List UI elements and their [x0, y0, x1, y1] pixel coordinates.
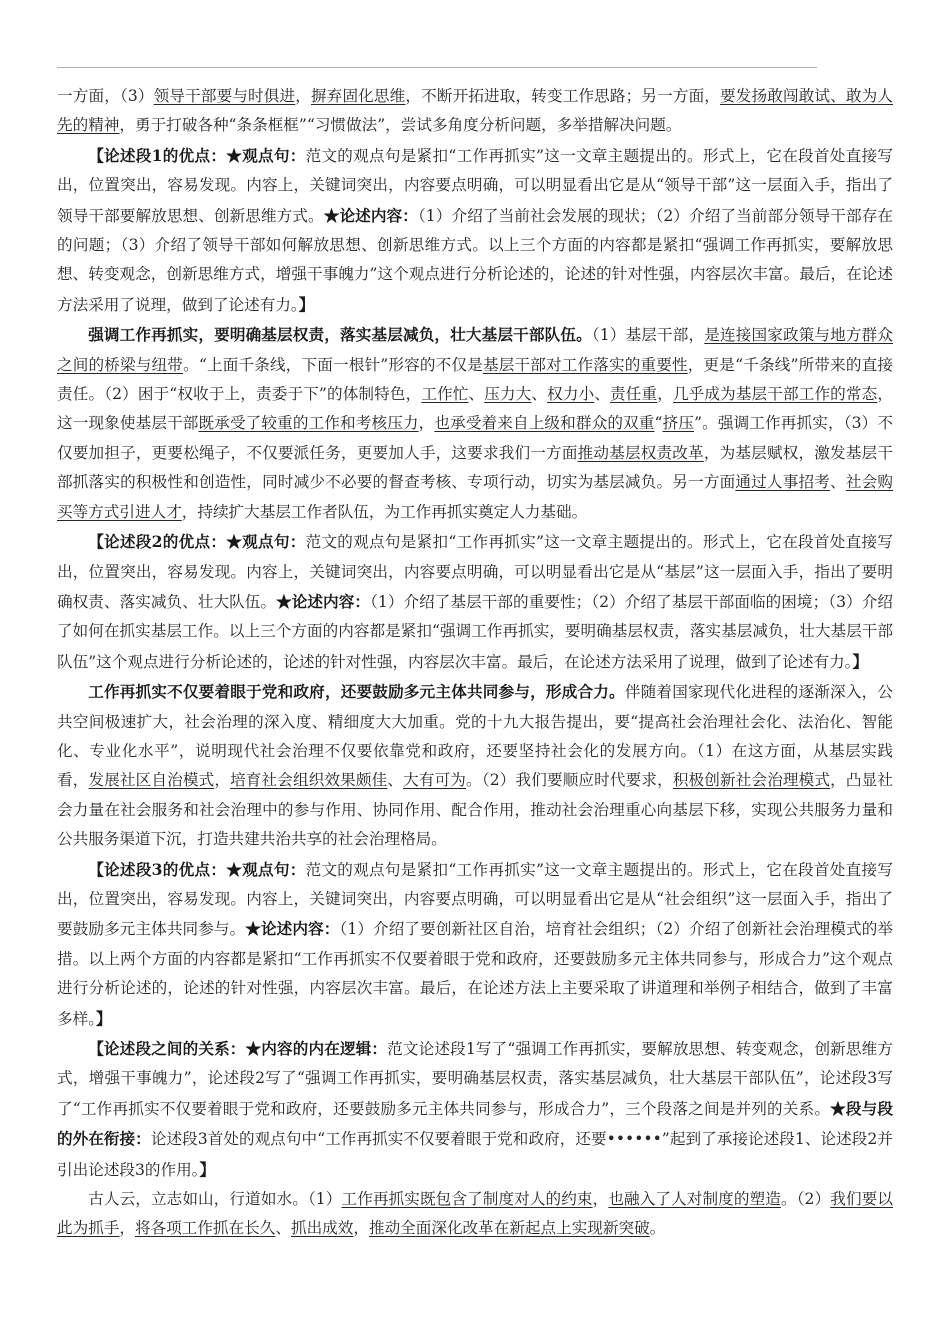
- bold-text: ★论述内容：: [276, 591, 371, 611]
- paragraph: [57, 1034, 893, 1185]
- bold-text: 【论述段之间的关系：★内容的内在逻辑：: [88, 1039, 388, 1058]
- underlined-text: 挤压: [662, 414, 695, 433]
- bold-text: 】: [199, 1159, 216, 1179]
- underlined-text: 基层干部对工作落实的重要性: [482, 355, 688, 374]
- body-text: （1）介绍了当前社会发展的现状；（2）介绍了当前部分领导干部存在的问题；（3）介绍了领导干部如何解放思想、创新思维方式。以上三个方面的内容都是紧扣“强调工作再抓实，要解放思想、转变观念，创新思维方式，增强干事魄力”这个观点进行分析论述的，论述的针对性强，内容层次丰富。最后，在论述方法采用了说理，做到了论述有力。: [57, 206, 893, 314]
- bold-text: 】: [298, 294, 315, 314]
- body-text: 、: [275, 1219, 291, 1238]
- body-text: 伴随着国家现代化进程的逐渐深入，公共空间极速扩大，社会治理的深入度、精细度大大加重。党的十九大报告提出，要“提高社会治理社会化、法治化、智能化、专业化水平”，说明现代社会治理不仅要依靠党和政府，还要坚持社会化的发展方向。（1）在这方面，从基层实践看，: [57, 683, 893, 790]
- underlined-text: 社会购买等方式引进人才: [57, 473, 893, 521]
- body-text: （1）介绍了要创新社区自治，培育社会组织；（2）介绍了创新社会治理模式的举措。以上两个方面的内容都是紧扣“工作再抓实不仅要着眼于党和政府，还要鼓励多元主体共同参与，形成合力”这个观点进行分析论述的，论述的针对性强，内容层次丰富。最后，在论述方法上主要采取了讲道理和举例子相结合，做到了丰富多样。: [57, 920, 893, 1028]
- underlined-text: 工作再抓实既包含了制度对人的约束: [341, 1190, 593, 1209]
- bold-text: 】: [95, 1008, 112, 1028]
- underlined-text: 培育社会组织效果颇佳: [230, 771, 388, 790]
- bold-text: 】: [852, 651, 869, 671]
- body-text: 。: [649, 1219, 666, 1238]
- body-text: “: [654, 414, 663, 433]
- underlined-text: 要发扬敢闯敢试、敢为人先的精神: [57, 87, 893, 135]
- underlined-text: 发展社区自治模式: [88, 771, 215, 790]
- body-text: 。“上面千条线，下面一根针”形容的不仅是: [183, 355, 483, 374]
- body-text: 范文的观点句是紧扣“工作再抓实”这一文章主题提出的。形式上，它在段首处直接写出，位置突出，容易发现。内容上，关键词突出，内容要点明确，可以明显看出它是从“基层”这一层面入手，指出了要明确权责、落实减负、壮大队伍。: [57, 533, 893, 611]
- body-text: 、: [387, 771, 404, 790]
- bold-text: 【论述段2的优点：★观点句：: [88, 532, 306, 552]
- body-text: ，勇于打破各种“条条框框”“习惯做法”，尝试多角度分析问题，多举措解决问题。: [119, 116, 682, 135]
- body-text: ”。强调工作再抓实，（3）不仅要加担子，更要松绳子，不仅要派任务，更要加人手，这要求我们一方面: [57, 414, 893, 462]
- clipped-previous-line: [57, 58, 893, 70]
- paragraph: [57, 320, 893, 527]
- body-text: 、: [830, 473, 846, 492]
- clipped-line-underline: [57, 67, 817, 70]
- underlined-text: 推动全面深化改革在新起点上实现新突破: [368, 1219, 650, 1238]
- body-text: ，持续扩大基层工作者队伍，为工作再抓实奠定人力基础。: [181, 502, 588, 521]
- document-body: [57, 82, 893, 1244]
- underlined-text: 几乎成为基层干部工作的常态: [672, 385, 878, 404]
- underlined-text: 责任重: [610, 385, 658, 404]
- underlined-text: 抓出成效: [290, 1219, 354, 1238]
- body-text: ，: [214, 771, 231, 790]
- body-text: 古人云，立志如山，行道如水。（1）: [88, 1190, 342, 1209]
- body-text: 范文的观点句是紧扣“工作再抓实”这一文章主题提出的。形式上，它在段首处直接写出，位置突出，容易发现。内容上，关键词突出，内容要点明确，可以明显看出它是从“社会组织”这一层面入手，指出了要鼓励多元主体共同参与。: [57, 860, 893, 939]
- body-text: 范文的观点句是紧扣“工作再抓实”这一文章主题提出的。形式上，它在段首处直接写出，位置突出，容易发现。内容上，关键词突出，内容要点明确，可以明显看出它是从“领导干部”这一层面入手，指出了领导干部要解放思想、创新思维方式。: [57, 146, 893, 225]
- bold-text: 【论述段3的优点：★观点句：: [88, 859, 306, 879]
- body-text: 范文论述段1写了“强调工作再抓实，要解放思想、转变观念，创新思维方式，增强干事魄力”，论述段2写了“强调工作再抓实，要明确基层权责，落实基层减负，壮大基层干部队伍”，论述段3写了“工作再抓实不仅要着眼于党和政府，还要鼓励多元主体共同参与，形成合力”，三个段落之间是并列的关系。: [57, 1040, 893, 1118]
- paragraph: [57, 855, 893, 1034]
- paragraph: [57, 677, 893, 854]
- body-text: （1）介绍了基层干部的重要性；（2）介绍了基层干部面临的困境；（3）介绍了如何在抓实基层工作。以上三个方面的内容都是紧扣“强调工作再抓实，要明确基层权责，落实基层减负，壮大基层干部队伍”这个观点进行分析论述的，论述的针对性强，内容层次丰富。最后，在论述方法采用了说理，做到了论述有力。: [57, 592, 893, 671]
- bold-text: 工作再抓实不仅要着眼于党和政府，还要鼓励多元主体共同参与，形成合力。: [88, 682, 625, 702]
- underlined-text: 将各项工作抓在长久: [135, 1219, 276, 1238]
- paragraph: [57, 82, 893, 141]
- body-text: 。（2）: [780, 1190, 831, 1209]
- body-text: ，: [353, 1219, 369, 1238]
- body-text: 。（2）我们要顺应时代要求，: [466, 771, 673, 790]
- body-text: ，凸显社会力量在社会服务和社会治理中的参与作用、协同作用、配合作用，推动社会治理重心向基层下移，实现公共服务力量和公共服务渠道下沉，打造共建共治共享的社会治理格局。: [57, 771, 893, 849]
- underlined-text: 领导干部要与时俱进: [153, 87, 296, 105]
- bold-text: ★段与段的外在衔接：: [57, 1098, 893, 1149]
- underlined-text: 工作忙: [421, 385, 469, 404]
- paragraph: [57, 1185, 893, 1244]
- underlined-text: 也融入了人对制度的塑造: [608, 1190, 781, 1209]
- body-text: ，更是“千条线”所带来的直接责任。（2）困于“权收于上，责委于下”的体制特色，: [57, 355, 893, 404]
- underlined-text: 既承受了较重的工作和考核压力: [198, 414, 419, 433]
- body-text: 、: [594, 385, 611, 404]
- bold-text: 【论述段1的优点：★观点句：: [88, 145, 306, 165]
- underlined-text: 权力小: [547, 385, 595, 404]
- body-text: 、: [531, 385, 548, 404]
- body-text: 、: [468, 385, 485, 404]
- body-text: ，这一现象使基层干部: [57, 385, 893, 433]
- body-text: 论述段3首处的观点句中“工作再抓实不仅要着眼于党和政府，还要••••••”起到了承接论述段1、论述段2并引出论述段3的作用。: [57, 1130, 893, 1179]
- underlined-text: 积极创新社会治理模式: [672, 771, 831, 790]
- body-text: ，: [119, 1219, 135, 1238]
- underlined-text: 压力大: [484, 385, 532, 404]
- body-text: （1）基层干部，: [591, 326, 705, 345]
- underlined-text: 通过人事招考: [735, 473, 831, 492]
- bold-text: 强调工作再抓实，要明确基层权责，落实基层减负，壮大基层干部队伍。: [88, 325, 592, 345]
- body-text: 一方面，（3）: [57, 87, 154, 105]
- underlined-text: 是连接国家政策与地方群众之间的桥梁与纽带: [57, 326, 893, 374]
- body-text: ，: [295, 87, 311, 105]
- body-text: ，: [418, 414, 435, 433]
- underlined-text: 也承受着来自上级和群众的双重: [434, 414, 655, 433]
- body-text: ，不断开拓进取，转变工作思路；另一方面，: [405, 87, 721, 105]
- body-text: ，为基层赋权，激发基层干部抓落实的积极性和创造性，同时减少不必要的督查考核、专项行动，切实为基层减负。另一方面: [57, 443, 893, 492]
- paragraph: [57, 141, 893, 320]
- bold-text: ★论述内容：: [245, 919, 340, 939]
- body-text: ，: [657, 385, 673, 404]
- underlined-text: 大有可为: [403, 771, 467, 790]
- underlined-text: 推动基层权责改革: [577, 443, 704, 462]
- paragraph: [57, 527, 893, 677]
- underlined-text: 摒弃固化思维: [310, 87, 406, 105]
- underlined-text: 我们要以此为抓手: [57, 1190, 893, 1238]
- bold-text: ★论述内容：: [323, 205, 418, 225]
- body-text: ，: [592, 1190, 609, 1209]
